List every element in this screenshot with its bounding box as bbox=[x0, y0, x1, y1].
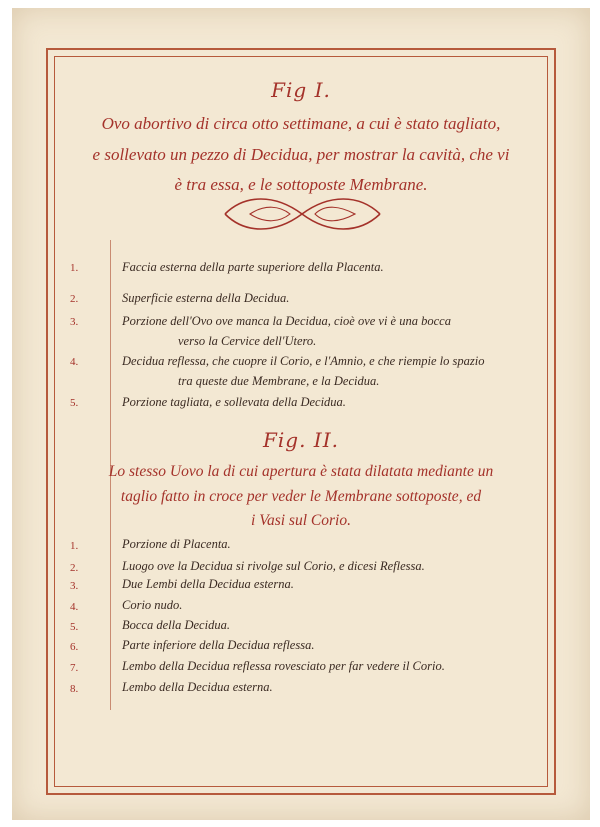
fig1-title-line-2: e sollevato un pezzo di Decidua, per mostrar la cavità, che vi bbox=[92, 145, 510, 164]
fig1-item-3-number: 3. bbox=[70, 316, 79, 328]
fig2-item-8-text: Lembo della Decidua esterna. bbox=[122, 680, 273, 694]
fig1-heading: Fig I. bbox=[271, 78, 331, 102]
fig1-item-4-text-1: Decidua reflessa, che cuopre il Corio, e l'Amnio, e che riempie lo spazio bbox=[122, 354, 485, 368]
fig1-title-line-1: Ovo abortivo di circa otto settimane, a cui è stato tagliato, bbox=[101, 114, 501, 133]
fig2-item-1-number: 1. bbox=[70, 540, 79, 552]
fig1-item-5-text: Porzione tagliata, e sollevata della Decidua. bbox=[122, 395, 346, 409]
fig1-title-line-3: è tra essa, e le sottoposte Membrane. bbox=[174, 175, 428, 194]
fig1-item-2-text: Superficie esterna della Decidua. bbox=[122, 291, 290, 305]
decorative-flourish bbox=[220, 196, 385, 232]
fig2-item-3-text: Due Lembi della Decidua esterna. bbox=[122, 577, 294, 591]
fig2-item-3-number: 3. bbox=[70, 580, 79, 592]
fig1-item-3-text-2: verso la Cervice dell'Utero. bbox=[178, 334, 317, 348]
fig2-item-7-text: Lembo della Decidua reflessa rovesciato per far vedere il Corio. bbox=[122, 659, 445, 673]
fig2-item-4-number: 4. bbox=[70, 601, 79, 613]
fig1-item-4-text-2: tra queste due Membrane, e la Decidua. bbox=[178, 374, 380, 388]
fig1-item-2-number: 2. bbox=[70, 293, 79, 305]
fig2-item-5-text: Bocca della Decidua. bbox=[122, 618, 230, 632]
fig2-item-4-text: Corio nudo. bbox=[122, 598, 183, 612]
fig2-item-1-text: Porzione di Placenta. bbox=[122, 537, 231, 551]
fig1-item-4-number: 4. bbox=[70, 356, 79, 368]
fig2-item-2-text: Luogo ove la Decidua si rivolge sul Corio, e dicesi Reflessa. bbox=[122, 559, 425, 573]
fig2-title-line-2: taglio fatto in croce per veder le Membrane sottoposte, ed bbox=[120, 488, 482, 505]
fig2-title-line-3: i Vasi sul Corio. bbox=[251, 512, 351, 529]
fig2-item-5-number: 5. bbox=[70, 621, 79, 633]
fig1-item-5-number: 5. bbox=[70, 397, 79, 409]
fig1-item-1-text: Faccia esterna della parte superiore della Placenta. bbox=[122, 260, 384, 274]
fig2-item-7-number: 7. bbox=[70, 662, 79, 674]
fig2-item-8-number: 8. bbox=[70, 683, 79, 695]
fig2-heading: Fig. II. bbox=[263, 428, 339, 452]
fig2-item-6-number: 6. bbox=[70, 641, 79, 653]
fig2-item-2-number: 2. bbox=[70, 562, 79, 574]
fig1-item-3-text-1: Porzione dell'Ovo ove manca la Decidua, cioè ove vi è una bocca bbox=[122, 314, 451, 328]
fig1-item-1-number: 1. bbox=[70, 262, 79, 274]
inner-border bbox=[54, 56, 548, 787]
fig2-title-line-1: Lo stesso Uovo la di cui apertura è stata dilatata mediante un bbox=[108, 463, 494, 480]
fig2-item-6-text: Parte inferiore della Decidua reflessa. bbox=[122, 638, 315, 652]
